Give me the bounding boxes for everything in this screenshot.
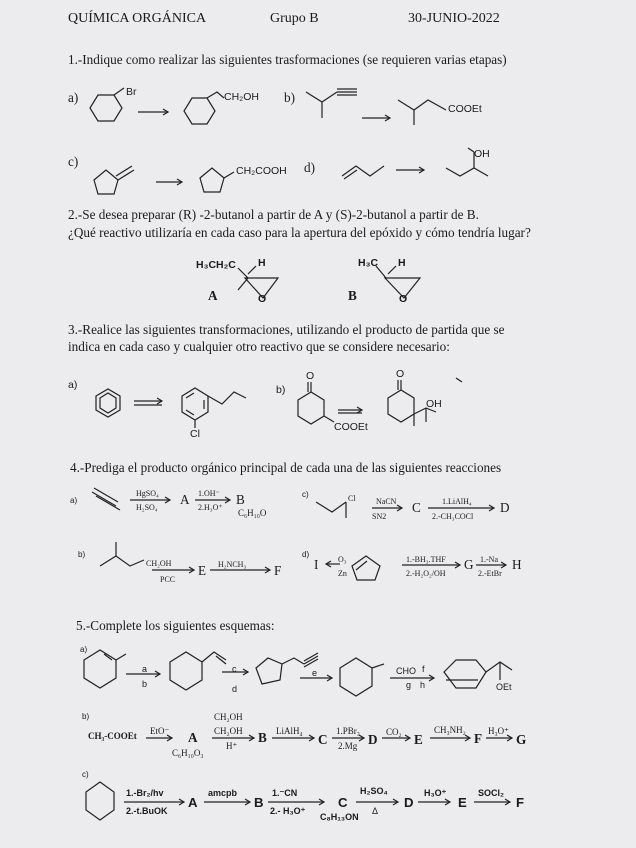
q5-c-C: C <box>338 795 348 810</box>
q3-b-oxygen1: O <box>306 370 315 382</box>
q4-c-reagent3: 1.LiAlH₄ <box>442 497 472 506</box>
exam-date: 30-JUNIO-2022 <box>408 11 500 26</box>
q3a-benzene <box>96 389 120 417</box>
q5-b-C: C <box>318 732 328 747</box>
q3-line1: 3.-Realice las siguientes transformaciones, utilizando el producto de partida que se <box>68 322 505 337</box>
q5-a-oet: OEt <box>496 682 512 692</box>
q2-b-label: B <box>348 288 357 303</box>
q5-c-B: B <box>254 795 264 810</box>
q4-b-F: F <box>274 563 282 578</box>
q4-b-label: b) <box>78 550 86 559</box>
q1c-product <box>200 168 234 192</box>
q5-c-A: A <box>188 795 198 810</box>
q3a-product <box>182 388 246 428</box>
q4-d-reagent6: 2.-EtBr <box>478 569 502 578</box>
q2-a-substituent: H₃CH₂C <box>196 259 236 271</box>
q5a-cyclopentane <box>256 653 318 684</box>
q1-a-label: a) <box>68 90 79 105</box>
q5-c-reagent1: 1.-Br₂/hv <box>126 788 164 798</box>
q5-a-step-c: c <box>232 664 237 674</box>
q4-b-reagent1: PCC <box>160 575 176 584</box>
q5-c-formula: C₈H₁₃ON <box>320 812 359 822</box>
q1-d-label: d) <box>304 160 315 175</box>
q5-b-reagent1: EtO⁻ <box>150 726 170 736</box>
q5-c-reagent2: 2.-t.BuOK <box>126 806 168 816</box>
q3-b-cooet: COOEt <box>334 421 368 433</box>
group-label: Grupo B <box>270 11 319 26</box>
q3-a-label: a) <box>68 379 78 391</box>
q4-a-reagent2: H₂SO₄ <box>136 503 158 512</box>
q5-c-reagent4: 1.⁻CN <box>272 788 298 798</box>
course-title: QUÍMICA ORGÁNICA <box>68 11 207 26</box>
q5-b-reagent6: CO₂ <box>386 727 402 737</box>
q5-a-step-b: b <box>142 679 148 689</box>
q1-a-ch2oh: CH₂OH <box>224 91 259 103</box>
q1b-product <box>398 100 446 125</box>
q1-title: 1.-Indique como realizar las siguientes trasformaciones (se requieren varias etapas) <box>68 52 507 67</box>
q4-b-ch2oh: CH₂OH <box>146 559 172 568</box>
q1c-methylenecyclopentane <box>94 166 134 194</box>
q4c-chloride <box>316 502 346 518</box>
q4-a-reagent3: 1.OH⁻ <box>198 489 220 498</box>
q5-c-reagent7: Δ <box>372 806 379 816</box>
q4-d-H: H <box>512 557 522 572</box>
q2-a-label: A <box>208 288 218 303</box>
q4-c-D: D <box>500 500 510 515</box>
q4-c-C: C <box>412 500 421 515</box>
q5a-cyclohexene <box>84 650 126 688</box>
q4-a-label: a) <box>70 496 78 505</box>
q5-b-reagent2a: CH₂OH <box>214 712 243 722</box>
q5-b-G: G <box>516 732 527 747</box>
q2-b-substituent: H₃C <box>358 257 379 269</box>
q1-b-cooet: COOEt <box>448 103 482 115</box>
q4-c-reagent4: 2.-CH₃COCl <box>432 512 474 521</box>
q5-b-label: b) <box>82 712 90 721</box>
q4a-alkyne <box>92 488 120 510</box>
q5-title: 5.-Complete los siguientes esquemas: <box>76 618 275 633</box>
q2-b-oxygen: O <box>399 293 408 305</box>
q5-c-reagent6: H₂SO₄ <box>360 786 388 796</box>
q5-c-reagent8: H₃O⁺ <box>424 788 447 798</box>
q4-d-reagent3: 1.-BH₃.THF <box>406 555 446 564</box>
q4d-cyclopentene <box>352 556 380 580</box>
q5-b-B: B <box>258 730 267 745</box>
q5-a-label: a) <box>80 645 88 654</box>
q4-d-G: G <box>464 557 474 572</box>
q1-c-label: c) <box>68 154 79 169</box>
q5-a-cho: CHO <box>396 666 416 676</box>
q5-b-reagent8: H₃O⁺ <box>488 726 509 736</box>
q4-d-reagent4: 2.-H₂O₂/OH <box>406 569 446 578</box>
q5-c-reagent9: SOCl₂ <box>478 788 505 798</box>
q5-b-reagent3: LiAlH₄ <box>276 726 303 736</box>
q1-d-oh: OH <box>474 148 490 160</box>
q2-line1: 2.-Se desea preparar (R) -2-butanol a partir de A y (S)-2-butanol a partir de B. <box>68 207 479 222</box>
q2-a-h: H <box>258 257 266 269</box>
q5-b-reagent4: 1.PBr₃ <box>336 726 360 736</box>
q4-a-reagent4: 2.H₃O⁺ <box>198 503 223 512</box>
q3-line2: indica en cada caso y cualquier otro reactivo que se considere necesario: <box>68 339 450 354</box>
q2-a-oxygen: O <box>258 293 267 305</box>
q2-line2: ¿Qué reactivo utilizaría en cada caso para la apertura del epóxido y cómo tendría lugar? <box>68 225 531 240</box>
q4-a-B: B <box>236 492 245 507</box>
q5c-cyclohexane <box>86 782 114 820</box>
q5-b-E: E <box>414 732 423 747</box>
q4-a-reagent1: HgSO₄ <box>136 489 159 498</box>
q4-title: 4.-Prediga el producto orgánico principal de cada una de las siguientes reacciones <box>70 460 502 475</box>
q5-a-step-a: a <box>142 664 148 674</box>
q2-epoxide-b <box>376 266 420 298</box>
q5-b-reagent2b: CH₂OH <box>214 726 243 736</box>
q5-b-F: F <box>474 731 483 746</box>
q3-b-label: b) <box>276 384 286 396</box>
q4-c-cl: Cl <box>348 494 356 503</box>
q5-c-label: c) <box>82 770 89 779</box>
q5-b-formula: C₆H₁₀O₃ <box>172 748 204 758</box>
q3-a-cl: Cl <box>190 428 200 440</box>
q5-c-reagent3: amcpb <box>208 788 238 798</box>
q5-b-A: A <box>188 730 198 745</box>
q5-b-reagent5: 2.Mg <box>338 741 358 751</box>
q4-b-E: E <box>198 563 207 578</box>
q4-d-I: I <box>314 557 319 572</box>
q5a-intermediate <box>170 652 226 690</box>
q4b-alcohol <box>100 542 144 566</box>
q1b-alkyne <box>306 89 357 118</box>
q5-b-start: CH₃-COOEt <box>88 731 137 741</box>
q5-a-step-g: g <box>406 680 412 690</box>
q5-c-F: F <box>516 795 525 810</box>
q4-c-label: c) <box>302 490 309 499</box>
q5-c-E: E <box>458 795 467 810</box>
q5-b-reagent7: CH₃NH₂ <box>434 725 466 735</box>
q1d-butene <box>342 166 384 179</box>
q1-b-label: b) <box>284 90 295 105</box>
q3b-start <box>298 382 334 424</box>
q5-b-D: D <box>368 732 378 747</box>
q3-b-oxygen2: O <box>396 368 405 380</box>
q1-c-ch2cooh: CH₂COOH <box>236 165 287 177</box>
q4-d-reagent1: O₃ <box>338 555 347 564</box>
q5-c-D: D <box>404 795 414 810</box>
q4-a-A: A <box>180 492 190 507</box>
q5-b-reagent2c: H⁺ <box>226 741 238 751</box>
q5-a-step-f: f <box>422 664 425 674</box>
q4-c-reagent2: SN2 <box>372 512 387 521</box>
q1a-bromocyclohexane <box>90 88 124 121</box>
q2-b-h: H <box>398 257 406 269</box>
q4-a-formula: C₆H₁₀O <box>238 508 267 518</box>
q4-c-reagent1: NaCN <box>376 497 397 506</box>
q5-a-step-e: e <box>312 668 318 678</box>
q1a-product-cyclohexylmethanol <box>184 92 224 124</box>
q5a-cyclohexane <box>340 658 384 696</box>
q5-a-step-h: h <box>420 680 426 690</box>
q5-a-step-d: d <box>232 684 238 694</box>
q4-d-label: d) <box>302 550 310 559</box>
q4-d-reagent5: 1.-Na <box>480 555 498 564</box>
q3-b-oh: OH <box>426 398 442 410</box>
q4-b-reagent2: H₂NCH₃ <box>218 560 247 569</box>
q5-c-reagent5: 2.- H₃O⁺ <box>270 806 306 816</box>
q4-d-reagent2: Zn <box>338 569 347 578</box>
q1-a-br: Br <box>126 86 137 98</box>
